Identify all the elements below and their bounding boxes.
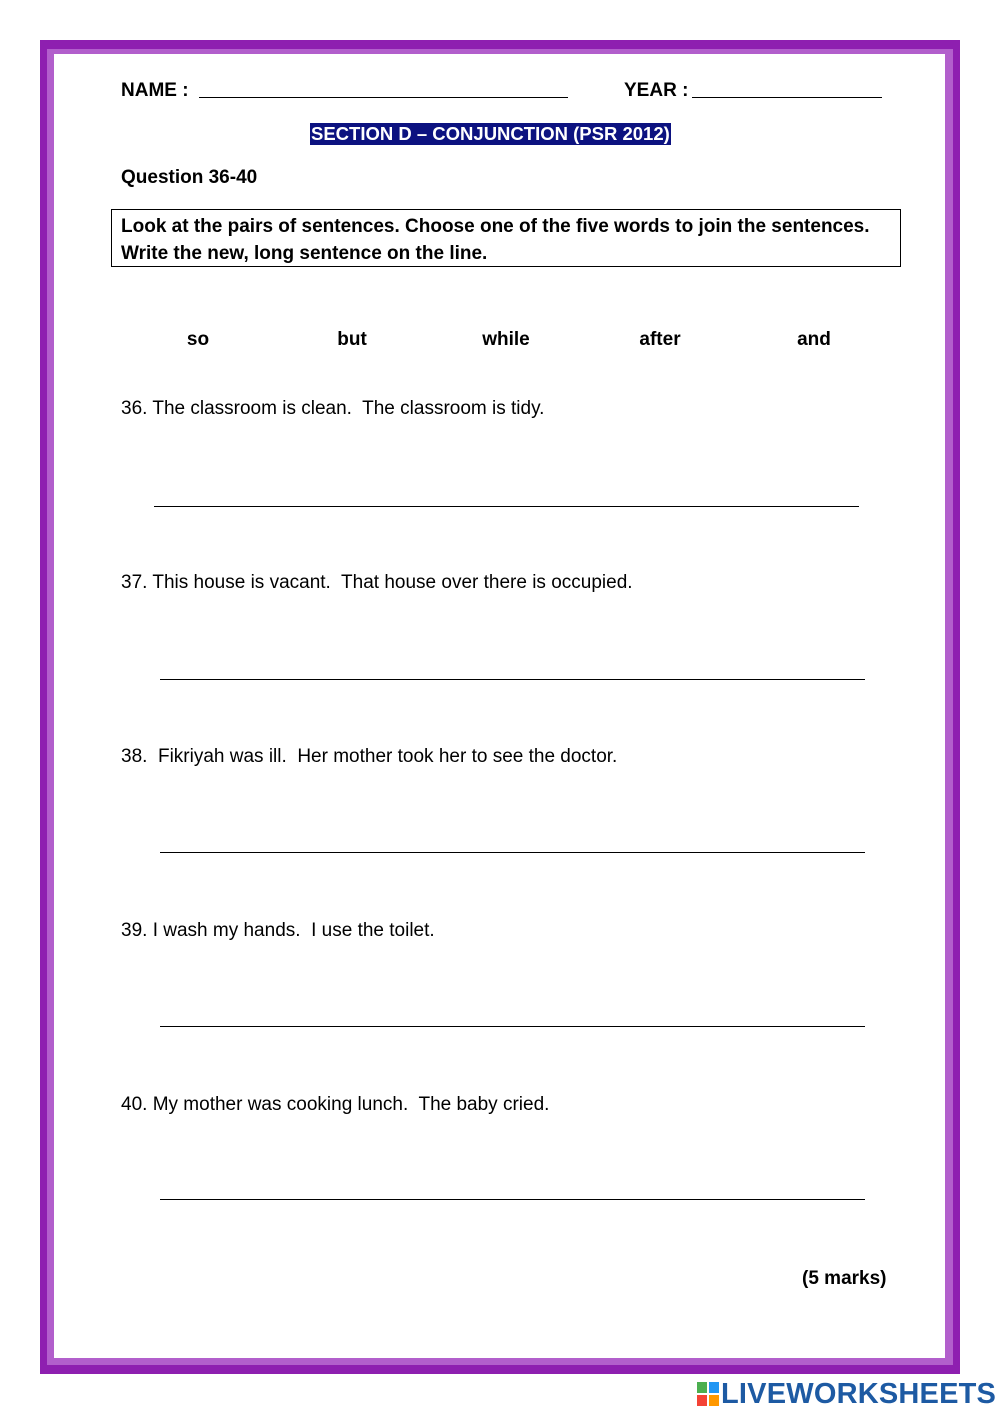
liveworksheets-logo (697, 1377, 997, 1411)
word-bank-item: so (186, 329, 210, 350)
answer-line-40[interactable] (160, 1199, 865, 1200)
answer-line-39[interactable] (160, 1026, 865, 1027)
question-40: 40. My mother was cooking lunch. The baby cried. (121, 1094, 550, 1115)
question-36: 36. The classroom is clean. The classroom is tidy. (121, 398, 545, 419)
year-field-line[interactable] (692, 97, 882, 98)
liveworksheets-wordmark: LIVEWORKSHEETS (721, 1378, 997, 1410)
marks-label: (5 marks) (802, 1268, 887, 1289)
answer-line-36[interactable] (154, 506, 859, 507)
answer-line-38[interactable] (160, 852, 865, 853)
word-bank-item: but (337, 329, 367, 350)
instructions-text: Look at the pairs of sentences. Choose one of the five words to join the sentences. Write the new, long sentence on the line. (121, 216, 870, 264)
word-bank-item: and (797, 329, 831, 350)
name-field-line[interactable] (199, 97, 568, 98)
name-label: NAME : (121, 80, 189, 101)
liveworksheets-icon (697, 1382, 719, 1406)
word-bank-item: after (639, 329, 681, 350)
answer-line-37[interactable] (160, 679, 865, 680)
year-label: YEAR : (624, 80, 689, 101)
section-title: SECTION D – CONJUNCTION (PSR 2012) (311, 123, 670, 144)
word-bank-item: while (482, 329, 530, 350)
question-39: 39. I wash my hands. I use the toilet. (121, 920, 435, 941)
question-range: Question 36-40 (121, 167, 258, 188)
instructions-box (111, 209, 901, 267)
question-37: 37. This house is vacant. That house over there is occupied. (121, 572, 633, 593)
question-38: 38. Fikriyah was ill. Her mother took her to see the doctor. (121, 746, 618, 767)
